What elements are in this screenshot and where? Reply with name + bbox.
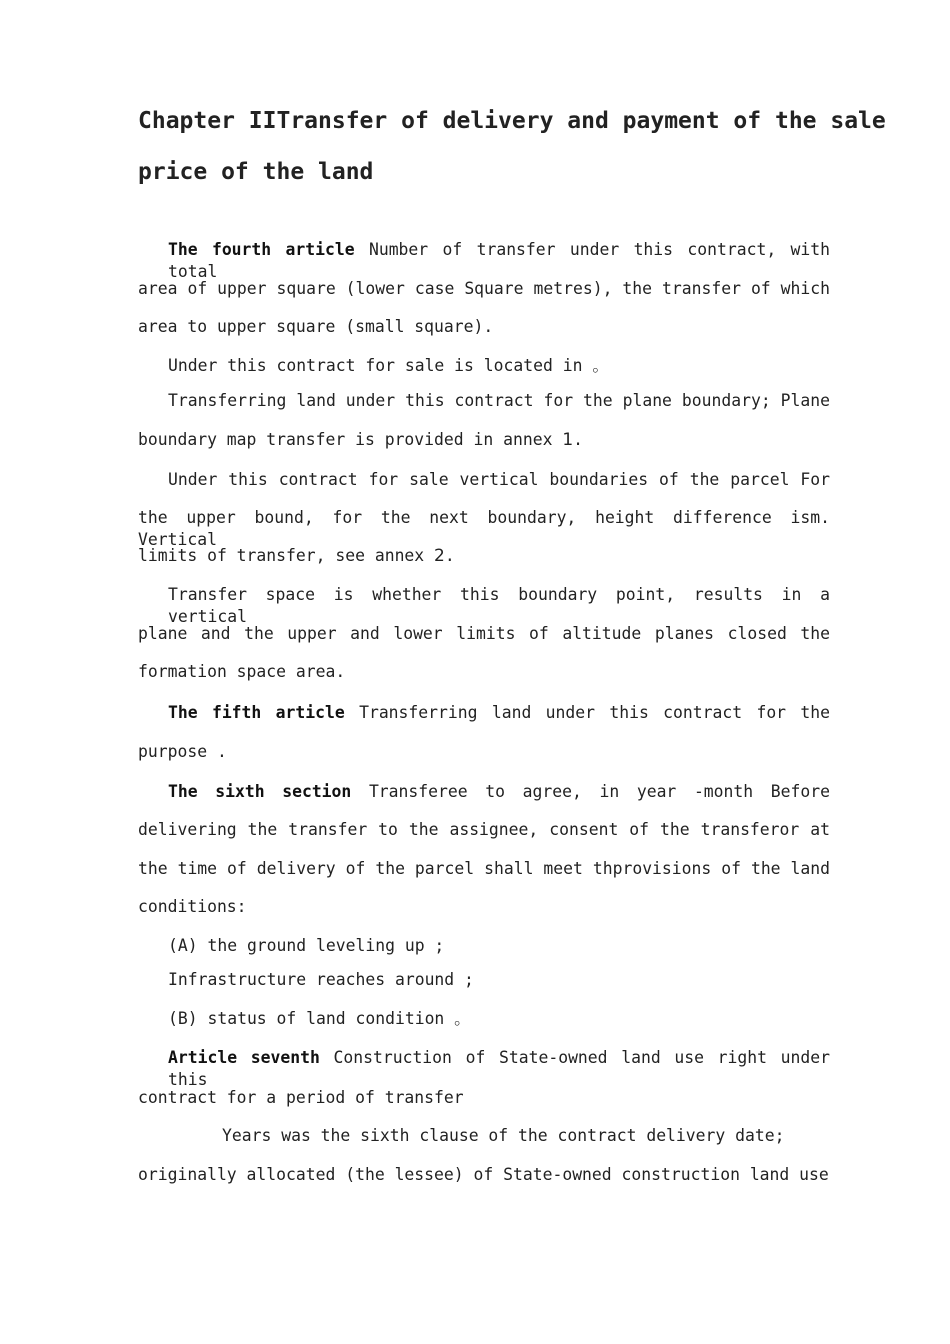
article-6-label: The sixth section bbox=[168, 782, 352, 801]
article-5-label: The fifth article bbox=[168, 703, 345, 722]
article-4-text: Number of transfer under this contract, with total bbox=[168, 240, 831, 281]
article-4-plane-line-2 bbox=[138, 429, 830, 451]
plane-text: boundary map transfer is provided in annex bbox=[138, 430, 563, 449]
article-7-line-2: contract for a period of transfer bbox=[138, 1088, 464, 1107]
article-6-item-b: (B) status of land condition 。 bbox=[168, 1009, 471, 1028]
article-5-line-2: purpose . bbox=[138, 742, 227, 761]
vertical-period: . bbox=[444, 546, 455, 565]
article-4-first-line bbox=[168, 239, 831, 281]
chapter-title-line-1: Chapter IITransfer of delivery and payment of the sale bbox=[138, 108, 886, 134]
article-6-text: Transferee to agree, in year -month Before bbox=[368, 782, 830, 801]
article-5-first-line bbox=[168, 702, 830, 724]
article-4-location: Under this contract for sale is located in 。 bbox=[168, 356, 609, 375]
article-6-line-4: conditions: bbox=[138, 897, 247, 916]
annex-1-number: 1 bbox=[562, 430, 574, 450]
vertical-text: limits of transfer, see annex bbox=[138, 546, 435, 565]
article-4-vertical-line-2: the upper bound, for the next boundary, height difference ism. Vertical bbox=[138, 508, 830, 549]
chapter-title bbox=[138, 96, 886, 198]
plane-period: . bbox=[573, 430, 584, 449]
article-6-first-line bbox=[168, 781, 830, 803]
article-6-item-a: (A) the ground leveling up ; bbox=[168, 936, 445, 955]
annex-2-number: 2 bbox=[434, 546, 445, 566]
article-4-plane-line-1: Transferring land under this contract for the plane boundary; Plane bbox=[168, 391, 830, 410]
article-7-line-4: originally allocated (the lessee) of State-owned construction land use bbox=[138, 1165, 829, 1184]
article-6-infrastructure: Infrastructure reaches around ; bbox=[168, 970, 474, 989]
article-4-line-2: area of upper square (lower case Square metres), the transfer of which bbox=[138, 279, 830, 298]
article-5-text: Transferring land under this contract for the bbox=[359, 703, 831, 722]
article-7-text: Construction of State-owned land use right under this bbox=[168, 1048, 830, 1089]
article-6-line-2: delivering the transfer to the assignee, consent of the transferor at bbox=[138, 820, 830, 839]
chapter-title-line-2: price of the land bbox=[138, 159, 374, 185]
article-4-space-line-2: plane and the upper and lower limits of altitude planes closed the bbox=[138, 624, 830, 643]
article-4-vertical-line-1: Under this contract for sale vertical boundaries of the parcel For bbox=[168, 470, 830, 489]
article-4-space-line-1: Transfer space is whether this boundary point, results in a vertical bbox=[168, 585, 830, 626]
article-7-first-line bbox=[168, 1047, 830, 1089]
article-4-vertical-line-3 bbox=[138, 545, 830, 567]
article-4-label: The fourth article bbox=[168, 240, 355, 259]
article-4-space-line-3: formation space area. bbox=[138, 662, 346, 681]
article-7-line-3: Years was the sixth clause of the contract delivery date; bbox=[222, 1126, 785, 1145]
article-7-label: Article seventh bbox=[168, 1048, 320, 1067]
article-4-line-3: area to upper square (small square). bbox=[138, 317, 494, 336]
article-6-line-3: the time of delivery of the parcel shall meet thprovisions of the land bbox=[138, 859, 830, 878]
